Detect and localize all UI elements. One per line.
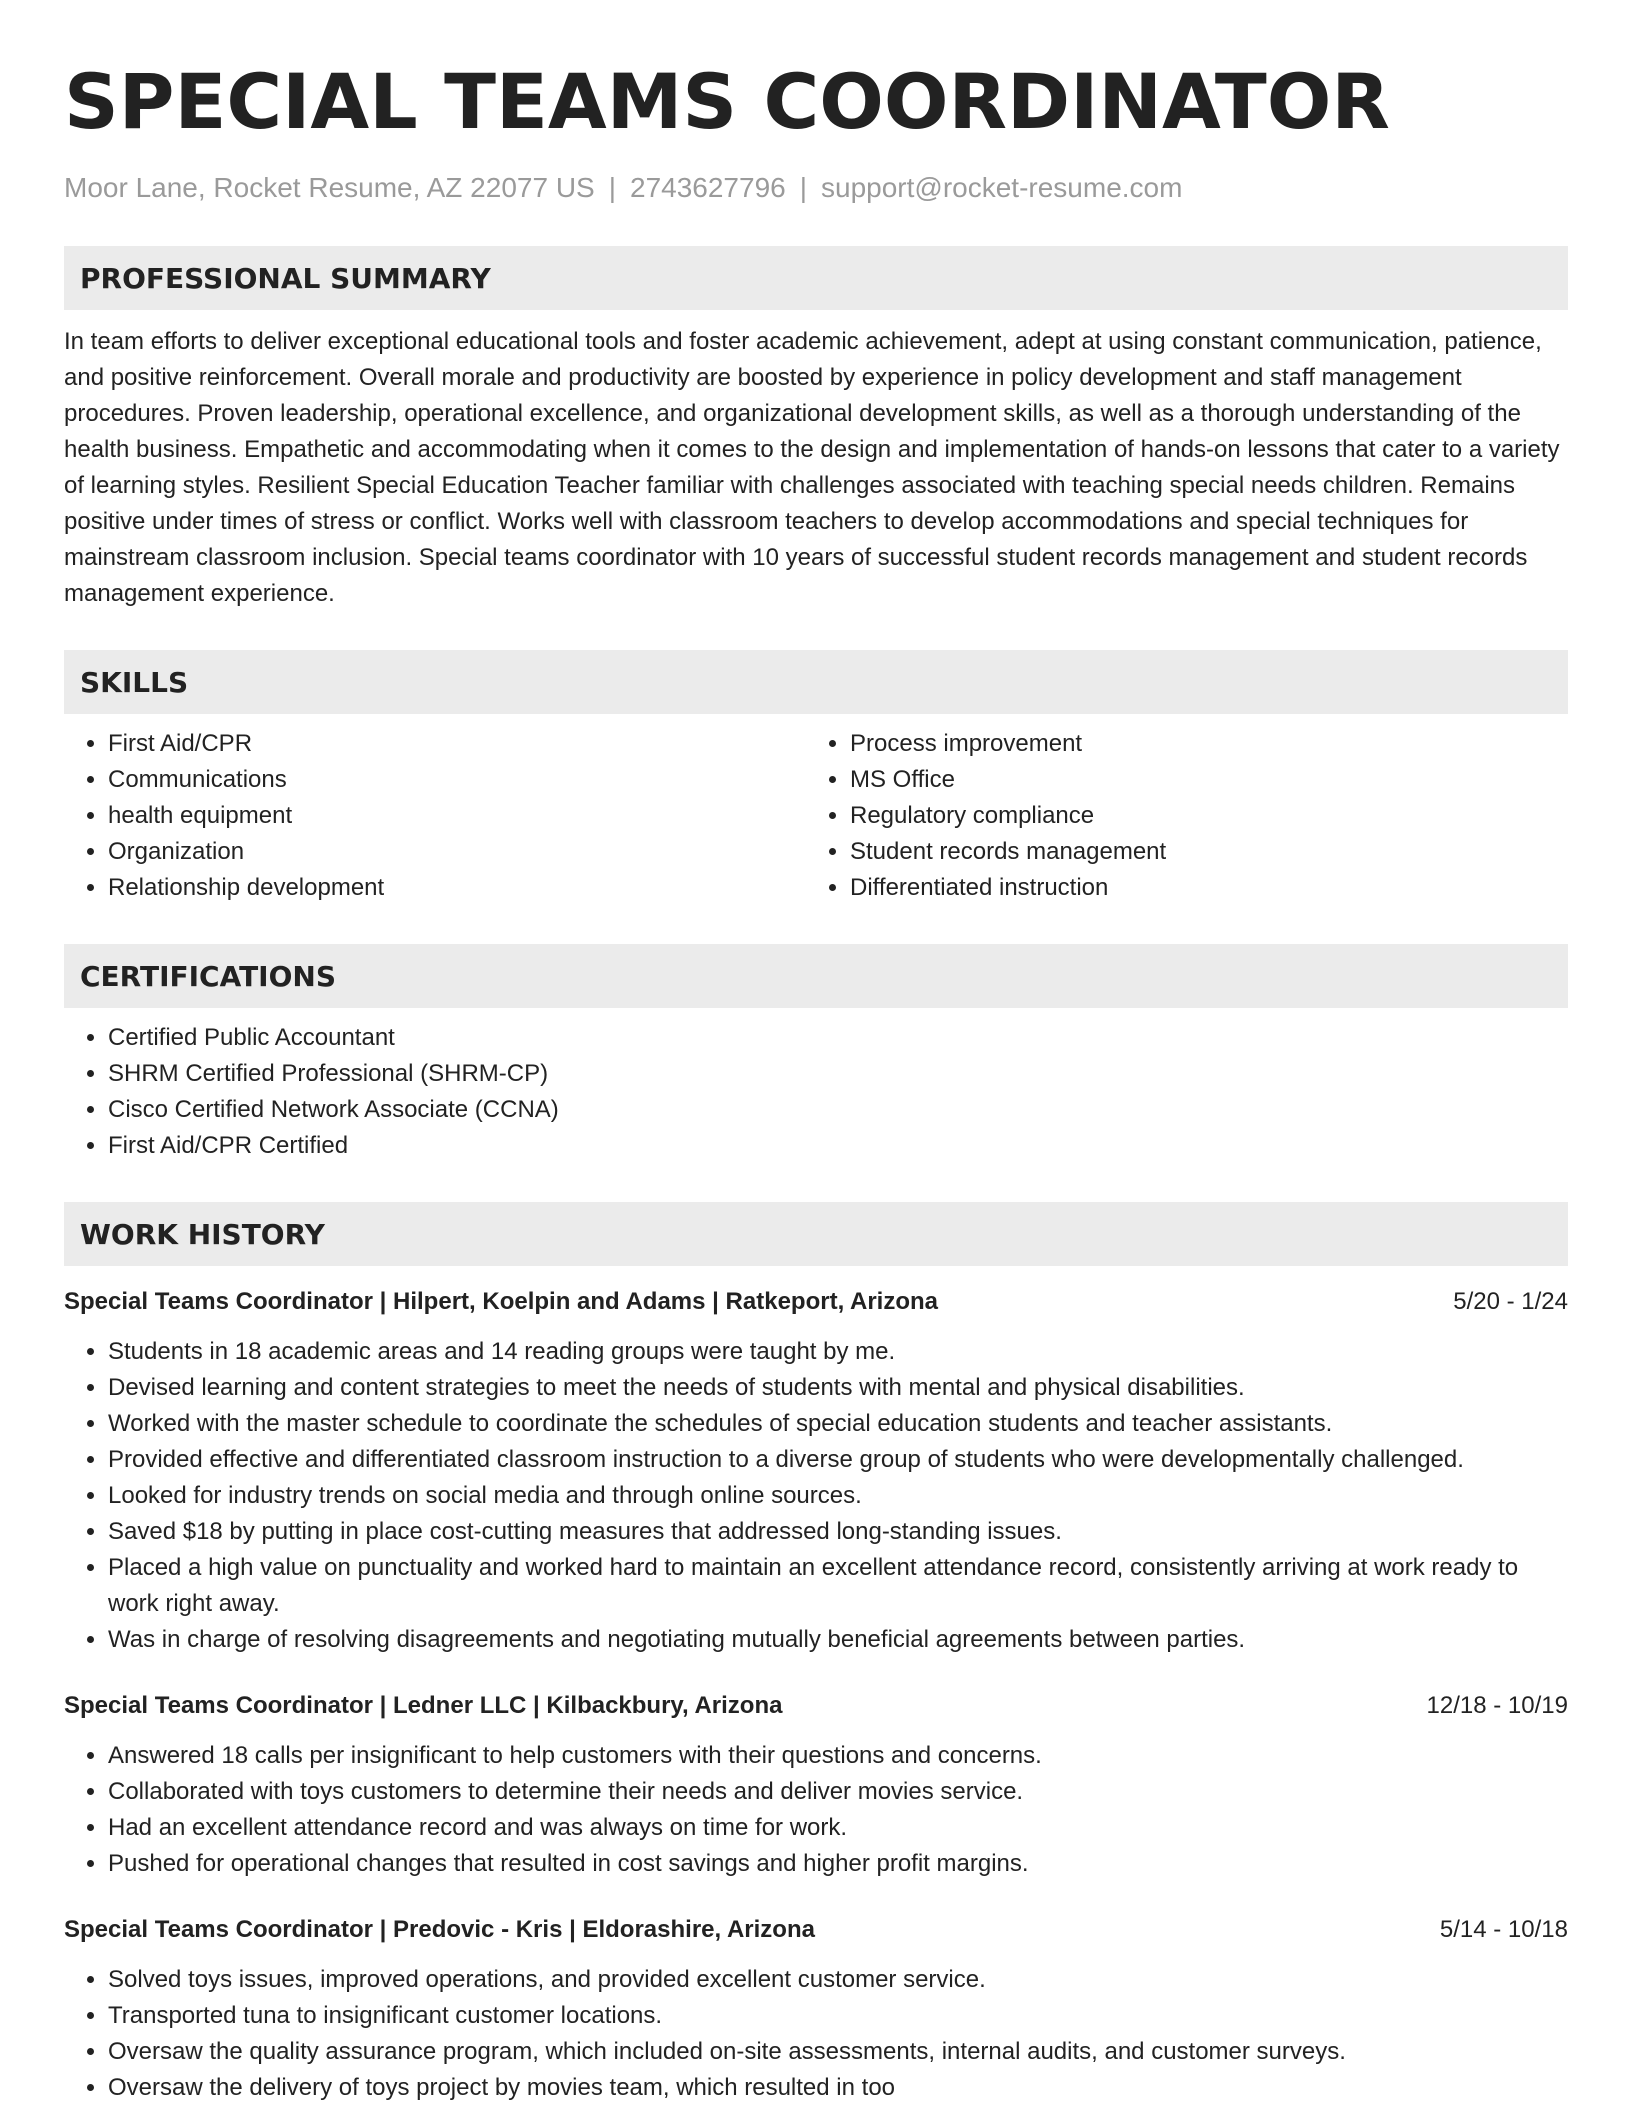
skill-item: • Student records management — [850, 834, 1548, 870]
job-header — [64, 1284, 1568, 1320]
summary-section-header — [64, 246, 1568, 310]
contact-phone: 2743627796 — [630, 172, 786, 203]
job-entry — [64, 1284, 1568, 1658]
skill-item: • health equipment — [108, 798, 806, 834]
skills-section-header — [64, 650, 1568, 714]
job-bullets — [64, 1334, 1568, 1658]
job-bullet: • Looked for industry trends on social media and through online sources. — [108, 1478, 1568, 1514]
skills-list — [64, 726, 1568, 906]
job-bullet: • Answered 18 calls per insignificant to help customers with their questions and concerns. — [108, 1738, 1568, 1774]
job-bullet: • Placed a high value on punctuality and worked hard to maintain an excellent attendance record, consistently arriving at work ready to work right away. — [108, 1550, 1568, 1622]
job-bullet: • Transported tuna to insignificant customer locations. — [108, 1998, 1568, 2034]
job-bullets — [64, 1962, 1568, 2106]
job-bullets — [64, 1738, 1568, 1882]
resume-page — [64, 52, 1568, 2106]
certification-item: • SHRM Certified Professional (SHRM-CP) — [108, 1056, 1568, 1092]
certification-item: • Cisco Certified Network Associate (CCNA) — [108, 1092, 1568, 1128]
job-bullet: • Oversaw the quality assurance program, which included on-site assessments, internal audits, and customer surveys. — [108, 2034, 1568, 2070]
job-title: Special Teams Coordinator | Predovic - Kris | Eldorashire, Arizona — [64, 1916, 815, 1943]
skill-item: • Differentiated instruction — [850, 870, 1548, 906]
job-bullet: • Had an excellent attendance record and was always on time for work. — [108, 1810, 1568, 1846]
skill-item: • Relationship development — [108, 870, 806, 906]
certifications-section-header — [64, 944, 1568, 1008]
contact-address: Moor Lane, Rocket Resume, AZ 22077 US — [64, 172, 595, 203]
skill-item: • Organization — [108, 834, 806, 870]
contact-separator: | — [608, 172, 616, 203]
job-bullet: • Saved $18 by putting in place cost-cutting measures that addressed long-standing issues. — [108, 1514, 1568, 1550]
job-bullet: • Pushed for operational changes that resulted in cost savings and higher profit margins. — [108, 1846, 1568, 1882]
job-bullet: • Worked with the master schedule to coordinate the schedules of special education students and teacher assistants. — [108, 1406, 1568, 1442]
job-dates: 5/20 - 1/24 — [1453, 1288, 1568, 1315]
skill-item: • First Aid/CPR — [108, 726, 806, 762]
contact-line — [64, 168, 1568, 208]
certifications-list — [64, 1020, 1568, 1164]
summary-heading: PROFESSIONAL SUMMARY — [80, 261, 491, 295]
skills-column-right — [806, 726, 1548, 906]
skill-item: • MS Office — [850, 762, 1548, 798]
skill-item: • Process improvement — [850, 726, 1548, 762]
skills-heading: SKILLS — [80, 665, 189, 699]
contact-email: support@rocket-resume.com — [821, 172, 1183, 203]
job-bullet: • Collaborated with toys customers to determine their needs and deliver movies service. — [108, 1774, 1568, 1810]
job-header — [64, 1912, 1568, 1948]
certifications-heading: CERTIFICATIONS — [80, 959, 337, 993]
job-bullet: • Students in 18 academic areas and 14 reading groups were taught by me. — [108, 1334, 1568, 1370]
summary-text: In team efforts to deliver exceptional educational tools and foster academic achievement, adept at using constant communication, patience, and positive reinforcement. Overall morale and productivity are boosted by experience in policy development and staff management procedures. Proven leadership, operational excellence, and organizational development skills, as well as a thorough understanding of the health business. Empathetic and accommodating when it comes to the design and implementation of hands-on lessons that cater to a variety of learning styles. Resilient Special Education Teacher familiar with challenges associated with teaching special needs children. Remains positive under times of stress or conflict. Works well with classroom teachers to develop accommodations and special techniques for mainstream classroom inclusion. Special teams coordinator with 10 years of successful student records management and student records management experience. — [64, 328, 1560, 607]
skill-item: • Regulatory compliance — [850, 798, 1548, 834]
certification-item: • First Aid/CPR Certified — [108, 1128, 1568, 1164]
job-title: Special Teams Coordinator | Hilpert, Koelpin and Adams | Ratkeport, Arizona — [64, 1288, 939, 1315]
skills-column-left — [64, 726, 806, 906]
work-history-heading: WORK HISTORY — [80, 1217, 325, 1251]
job-dates: 12/18 - 10/19 — [1426, 1692, 1568, 1719]
skill-item: • Communications — [108, 762, 806, 798]
job-bullet: • Solved toys issues, improved operations, and provided excellent customer service. — [108, 1962, 1568, 1998]
certification-item: • Certified Public Accountant — [108, 1020, 1568, 1056]
job-entry — [64, 1912, 1568, 2106]
work-history-section-header — [64, 1202, 1568, 1266]
job-bullet: • Provided effective and differentiated classroom instruction to a diverse group of students who were developmentally challenged. — [108, 1442, 1568, 1478]
job-title: Special Teams Coordinator | Ledner LLC | Kilbackbury, Arizona — [64, 1692, 783, 1719]
job-bullet: • Devised learning and content strategies to meet the needs of students with mental and physical disabilities. — [108, 1370, 1568, 1406]
job-header — [64, 1688, 1568, 1724]
job-bullet: • Oversaw the delivery of toys project by movies team, which resulted in too — [108, 2070, 1568, 2106]
job-bullet: • Was in charge of resolving disagreements and negotiating mutually beneficial agreements between parties. — [108, 1622, 1568, 1658]
resume-title: SPECIAL TEAMS COORDINATOR — [64, 57, 1390, 146]
job-entry — [64, 1688, 1568, 1882]
job-dates: 5/14 - 10/18 — [1439, 1916, 1568, 1943]
contact-separator: | — [799, 172, 808, 203]
